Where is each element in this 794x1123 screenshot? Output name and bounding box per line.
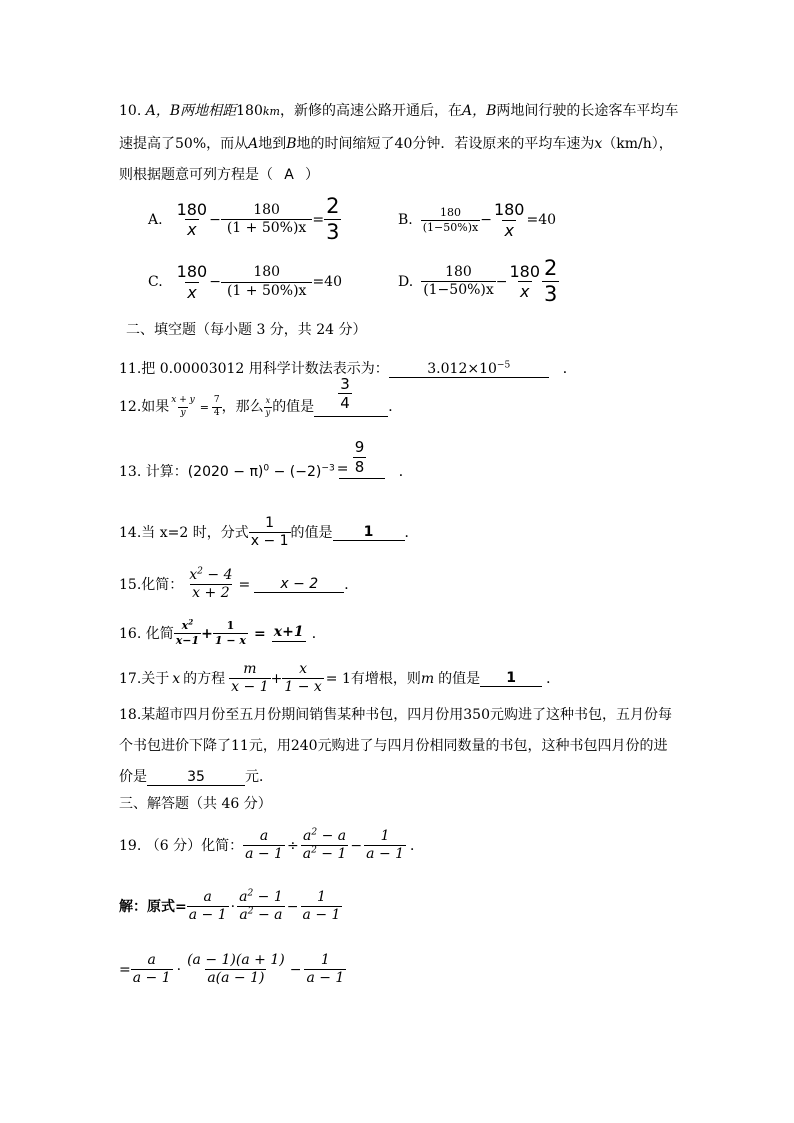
q18-answer: 35 (147, 770, 245, 786)
section-2-heading: 二、填空题（每小题 3 分，共 24 分） (126, 322, 367, 338)
q10-line2: 速提高了50%，而从A地到B地的时间缩短了40分钟．若设原来的平均车速为x（km/h）， (119, 136, 673, 152)
q18-line2: 个书包进价下降了11元，用240元购进了与四月份相同数量的书包，这种书包四月份的进 (119, 738, 668, 754)
q14-answer: 1 (333, 525, 405, 541)
q11-answer: $3.012\times 10^{-5}$ (427, 360, 511, 377)
q16-answer: x+1 (272, 625, 306, 641)
q17-answer: 1 (480, 671, 542, 687)
q10-line3: 则根据题意可列方程是（ A ） (119, 167, 319, 183)
q14: 14.当 x=2 时，分式 1 x − 1 的值是 1 ． (119, 515, 419, 550)
q13: 13. 计算： $(2020 - \pi)^0 - (-2)^{-3}$ = 9 8 ． (119, 438, 413, 480)
q16: 16. 化简 $x^2$ x−1 + $\frac{1}{1 - x}$ = x+1 ． (119, 617, 326, 648)
q10-option-b: B. 180 (1−50%)x − $\frac{180}{x}$ =40 (398, 200, 557, 240)
q15-answer: x − 2 (254, 577, 344, 593)
q15: 15.化简： $\frac{x^2 - 4}{x + 2}$ = x − 2 ． (119, 566, 359, 602)
q13-answer: 9 8 (354, 438, 365, 476)
q10-line1: 10. A，B两地相距180km，新修的高速公路开通后，在A，B两地间行驶的长途客车平均车 (119, 103, 679, 119)
q10-option-a: A. 180 x − $\frac{180}{(1 + 50\%)x}$ = $\frac{2}{3}$ (148, 194, 340, 245)
q18-line3: 价是 35 元． (119, 769, 273, 785)
q11: 11.把 0.00003012 用科学计数法表示为： $3.012\times 10^{-5}$ ． (119, 360, 577, 377)
q10-answer: A (284, 167, 294, 183)
q12: 12.如果 $\frac{x + y}{y}$ = $\frac{7}{4}$ ，那么 x y 的值是 3 4 ． (119, 374, 403, 418)
q19-solution-step2: = $\frac{a}{a - 1}$ · (a − 1)(a + 1) a(a − 1) − $\frac{1}{a - 1}$ (119, 952, 345, 987)
q12-answer: 3 4 (340, 374, 350, 413)
q19-solution-step1: 解：原式= $\frac{a}{a - 1}$ · $a^2 - 1$ $a^2 - a$ − $\frac{1}{a - 1}$ (119, 888, 341, 924)
q17: 17.关于 x 的方程 m x − 1 + $\frac{x}{1 - x}$ = 1 有增根，则 m 的值是 1 ． (119, 661, 561, 696)
q10-option-d: D. 180 (1−50%)x − $\frac{180}{x}$ 2 3 (398, 256, 558, 307)
q19-problem: 19. （6 分）化简： $\frac{a}{a - 1}$ ÷ $\frac{a^2 - a}{a^2 - 1}$ − $\frac{1}{a - 1}$ ． (119, 827, 425, 863)
q10-option-c: C. 180 x − $\frac{180}{(1 + 50\%)x}$ =40 (148, 262, 342, 302)
section-3-heading: 三、解答题（共 46 分） (119, 796, 272, 812)
q18-line1: 18.某超市四月份至五月份期间销售某种书包，四月份用350元购进了这种书包，五月份每 (119, 707, 672, 723)
